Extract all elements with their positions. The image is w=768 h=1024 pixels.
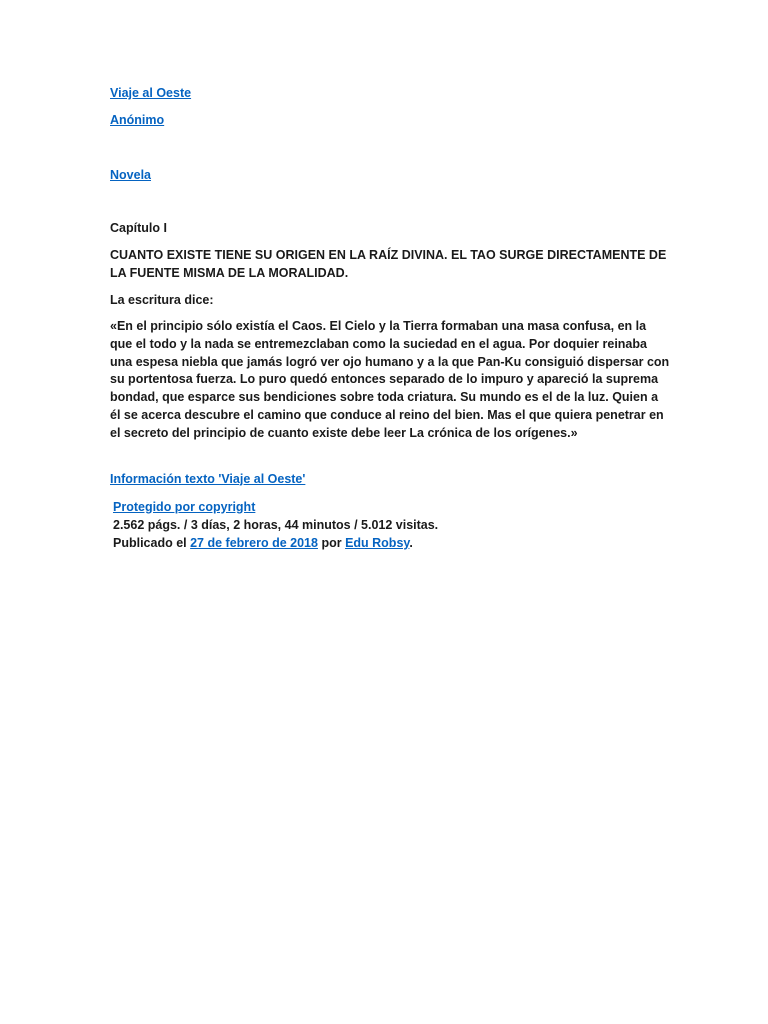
author-link[interactable]: Anónimo xyxy=(110,113,165,127)
info-link[interactable]: Información texto 'Viaje al Oeste' xyxy=(110,471,306,486)
meta-block xyxy=(110,498,670,552)
copyright-link[interactable]: Protegido por copyright xyxy=(113,499,256,514)
copyright-line xyxy=(113,498,670,516)
author-profile-link[interactable]: Edu Robsy xyxy=(345,535,410,550)
published-prefix: Publicado el xyxy=(113,535,191,550)
title-link[interactable]: Viaje al Oeste xyxy=(110,86,192,100)
chapter-label: Capítulo I xyxy=(110,221,167,235)
genre-link[interactable]: Novela xyxy=(110,168,151,182)
chapter-intro: La escritura dice: xyxy=(110,293,214,307)
info-line xyxy=(110,470,670,488)
title-line xyxy=(110,84,670,102)
published-by: por xyxy=(317,535,346,550)
author-line xyxy=(110,111,670,129)
genre-line xyxy=(110,166,670,184)
document-page xyxy=(110,84,670,552)
chapter-heading: CUANTO EXISTE TIENE SU ORIGEN EN LA RAÍZ DIVINA. EL TAO SURGE DIRECTAMENTE DE LA FUENTE MISMA DE LA MORALIDAD. xyxy=(110,248,667,280)
published-suffix: . xyxy=(409,535,413,550)
chapter-body: «En el principio sólo existía el Caos. El Cielo y la Tierra formaban una masa confusa, en la que el todo y la nada se entremezclaban como la suciedad en el agua. Por doquier reinaba una espesa niebla que jamás logró ver ojo humano y a la que Pan-Ku consiguió dispersar con su portentosa fuerza. Lo puro quedó entonces separado de lo impuro y apareció la suprema bondad, que esparce sus bendiciones sobre toda criatura. Su mundo es el de la luz. Quien a él se acerca descubre el camino que conduce al reino del bien. Mas el que quiera penetrar en el secreto del principio de cuanto existe debe leer La crónica de los orígenes.» xyxy=(110,319,670,440)
published-date-link[interactable]: 27 de febrero de 2018 xyxy=(190,535,318,550)
stats-line: 2.562 págs. / 3 días, 2 horas, 44 minutos / 5.012 visitas. xyxy=(113,517,439,532)
published-line xyxy=(113,534,670,552)
